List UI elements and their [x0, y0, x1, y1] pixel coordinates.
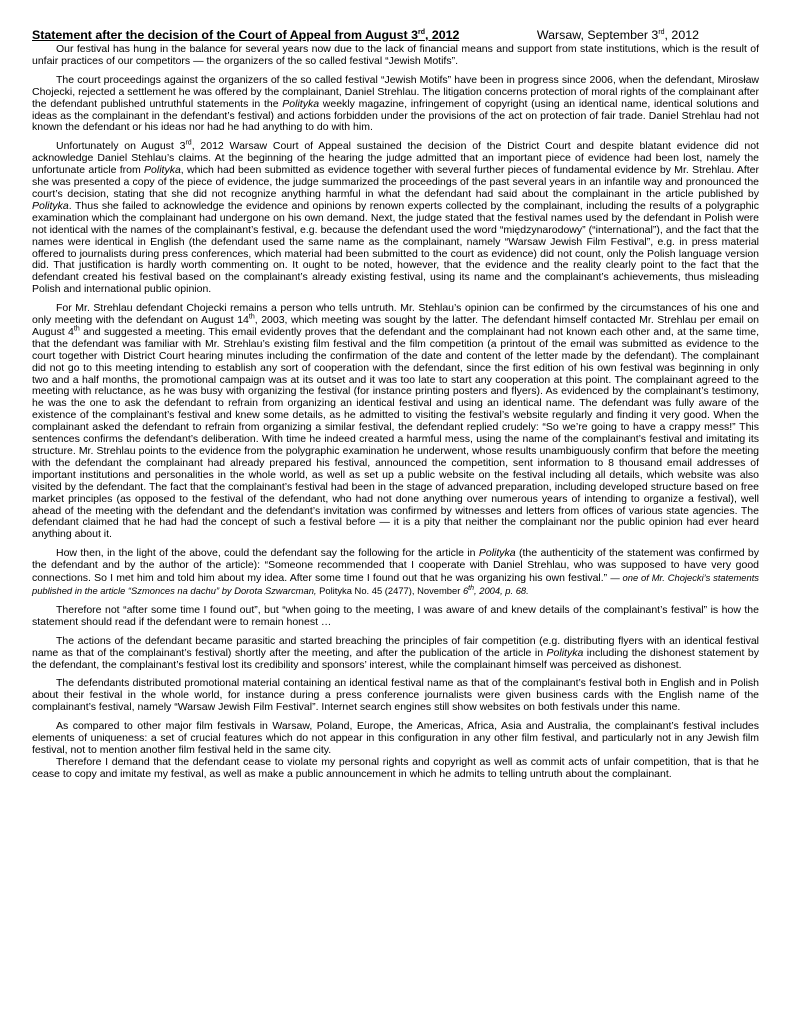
- paragraph-honest-statement: Therefore not “after some time I found out”, but “when going to the meeting, I was aware of and knew details of the complainant’s festival” is how the statement should read if the defendant were to remain honest …: [32, 603, 759, 628]
- statement-date: [537, 28, 699, 42]
- date-text: Warsaw, September 3: [536, 28, 659, 42]
- document-header: [32, 28, 759, 42]
- statement-title: [32, 28, 459, 42]
- paragraph-uniqueness: As compared to other major film festivals in Warsaw, Poland, Europe, the Americas, Africa, Asia and Australia, the complainant’s festival includes elements of uniqueness: a set of crucial features which do not appear in this configuration in any other film festival, and particularly not in any Jewish film festival, not to mention another film festival held in the same city.: [32, 720, 759, 756]
- date-superscript: rd: [658, 28, 665, 36]
- title-text: Statement after the decision of the Court of Appeal from August 3: [32, 28, 418, 42]
- paragraph-demand: Therefore I demand that the defendant cease to violate my personal rights and copyright as well as commit acts of unfair competition, that is that he cease to copy and imitate my festival, as well as make a public announcement in which he admits to telling untruth about the complainant.: [32, 755, 759, 780]
- paragraph-parasitic-actions: The actions of the defendant became parasitic and started breaching the principles of fair competition (e.g. distributing flyers with an identical festival name as that of the complainant’s festival) shortly after the meeting, and after the publication of the article in Polityka including the dishonest statement by the defendant, the complainant’s festival lost its credibility and sponsors’ interest, while the complainant himself was perceived as dishonest.: [32, 634, 759, 671]
- paragraph-quoted-statement: How then, in the light of the above, could the defendant say the following for the article in Polityka (the authenticity of the statement was confirmed by the defendant and by the author of the article): “Someone recommended that I cooperate with Daniel Strehlau, who was supposed to have very good connections. So I met him and told him about my idea. After some time I found out that he was organizing his own festival.” — one of Mr. Chojecki’s statements published in the article “Szmonces na dachu” by Dorota Szwarcman, Polityka No. 45 (2477), November 6th, 2004, p. 68.: [32, 547, 760, 596]
- paragraph-meeting-circumstances: For Mr. Strehlau defendant Chojecki remains a person who tells untruth. Mr. Stehlau’s opinion can be confirmed by the circumstances of his one and only meeting with the defendant on August 14th, 2003, which meeting was sought by the latter. The defendant himself contacted Mr. Strehlau per email on August 4th and suggested a meeting. This email evidently proves that the defendant and the complainant had not known each other and, at the same time, that the defendant was familiar with Mr. Strehlau’s existing film festival and the film competition (a printout of the email was submitted as evidence to the court together with District Court hearing minutes including the confirmation of the date and content of the letter made by the defendant). The complainant did not go to this meeting intending to establish any sort of cooperation with the defendant, since the first edition of his own festival was beginning in only two and a half months, the promotional campaign was at its outset and it was too late to start any cooperation at this point. The complainant agreed to the meeting with reluctance, as he was busy with organizing the festival (for instance printing posters and flyers). As evidenced by the complainant’s testimony, he was the one to ask the defendant to refrain from organizing an identical festival and using an identical name. The defendant was fully aware of the existence of the complainant’s festival and knew some details, as he admitted to visiting the festival’s website regularly and finding it very good. When the complainant asked the defendant to refrain from organizing a similar festival, the defendant replied crudely: “So we’re going to have a crappy mess!” This sentences confirms the defendant’s deliberation. With time he indeed created a harmful mess, using the name of the complainant’s festival and imitating its structure. Mr. Strehlau points to the evidence from the polygraphic examination he underwent, whose results unambiguously confirm that before the meeting with the defendant the complainant had already prepared his festival, announced the competition, sent information to 8 thousand email addresses of important institutions and personalities in the whole world, as well as set up a public website on the festival including all details, which website was also visited by the defendant. The fact that the complainant’s festival had been in the stage of advanced preparation, including developed structure based on free market principles (as opposed to the festival of the defendant, who had not done anything over numerous years of intending to organize a festival), well ahead of the meeting with the defendant and the defendant’s invitation was confirmed by witnesses and letters from offices of various state agencies. The defendant claimed that he had had the concept of such a festival before — it is a pity that neither the complainant nor the public opinion had ever heard anything about it.: [32, 302, 759, 541]
- title-superscript: rd: [417, 28, 425, 36]
- date-year: , 2012: [664, 28, 699, 42]
- paragraph-promotional-material: The defendants distributed promotional material containing an identical festival name as that of the complainant’s festival both in English and in Polish about their festival in the whole world, for instance during a press conference journalists were given business cards with the English name of the complainant’s festival, namely “Warsaw Jewish Film Festival”. Internet search engines still show websites on both festivals under this name.: [32, 677, 759, 714]
- paragraph-intro: Our festival has hung in the balance for several years now due to the lack of financial means and support from state institutions, which is the result of unfair practices of our competitors — the organizers of the so called festival “Jewish Motifs”.: [32, 43, 759, 67]
- publication-name: Polityka: [32, 199, 69, 212]
- paragraph-appeal-decision: Unfortunately on August 3rd, 2012 Warsaw Court of Appeal sustained the decision of the District Court and despite blatant evidence did not acknowledge Daniel Stehlau’s claims. At the beginning of the hearing the judge admitted that an important piece of evidence had been lost, namely the unfortunate article from Polityka, which had been submitted as evidence together with several further pieces of fundamental evidence by Mr. Strehlau. After she was presented a copy of the piece of evidence, the judge summarized the proceedings of the past several years in an infantile way and pronounced the court’s decision, stating that she did not recognize anything harmful in what the defendant had said about the complainant in the article published by Polityka. Thus she failed to acknowledge the evidence and opinions by renown experts collected by the complainant, including the results of a polygraphic examination which the complainant had undergone on his own demand. Next, the judge stated that the festival names used by the defendant in Polish were not identical with the names of the complainant’s festival, e.g. because the defendant used the word “międzynarodowy” (“international”), and the fact that the names were identical in English (the defendant used the same name as the complainant, namely “Warsaw Jewish Film Festival”, e.g. in press material offered to journalists during press conferences, which material had been submitted to the court as evidence) did not count, only the Polish language version did. That justification is hardly worth commenting on. It ought to be noted, however, that the evidence and the reality clearly point to the fact that the defendant created his festival based on the complainant’s already existing festival, using its name and the complainant’s achievements, thus misleading Polish and international public opinion.: [32, 139, 759, 296]
- paragraph-court-proceedings: The court proceedings against the organizers of the so called festival “Jewish Motifs” have been in progress since 2006, when the defendant, Mirosław Chojecki, rejected a settlement he was offered by the complainant, Daniel Strehlau. The litigation concerns protection of moral rights of the complainant after the defendant published untruthful statements in the Polityka weekly magazine, infringement of copyright (using an identical name, identical solutions and ideas as the complainant in the defendant’s festival) and actions forbidden under the provisions of the act on protection of fair trade. Daniel Strehlau had not known the defendant or his ideas nor had he had anything to do with him.: [32, 73, 759, 134]
- publication-name: Polityka: [546, 646, 584, 659]
- publication-name: Polityka: [478, 547, 516, 560]
- title-year: , 2012: [424, 28, 460, 42]
- publication-name: Polityka: [144, 164, 181, 177]
- citation: — one of Mr. Chojecki’s statements published in the article “Szmonces na dachu” by Dorota Szwarcman, Polityka No. 45 (2477), November 6th, 2004, p. 68.: [32, 572, 759, 596]
- publication-name: Polityka: [282, 97, 320, 110]
